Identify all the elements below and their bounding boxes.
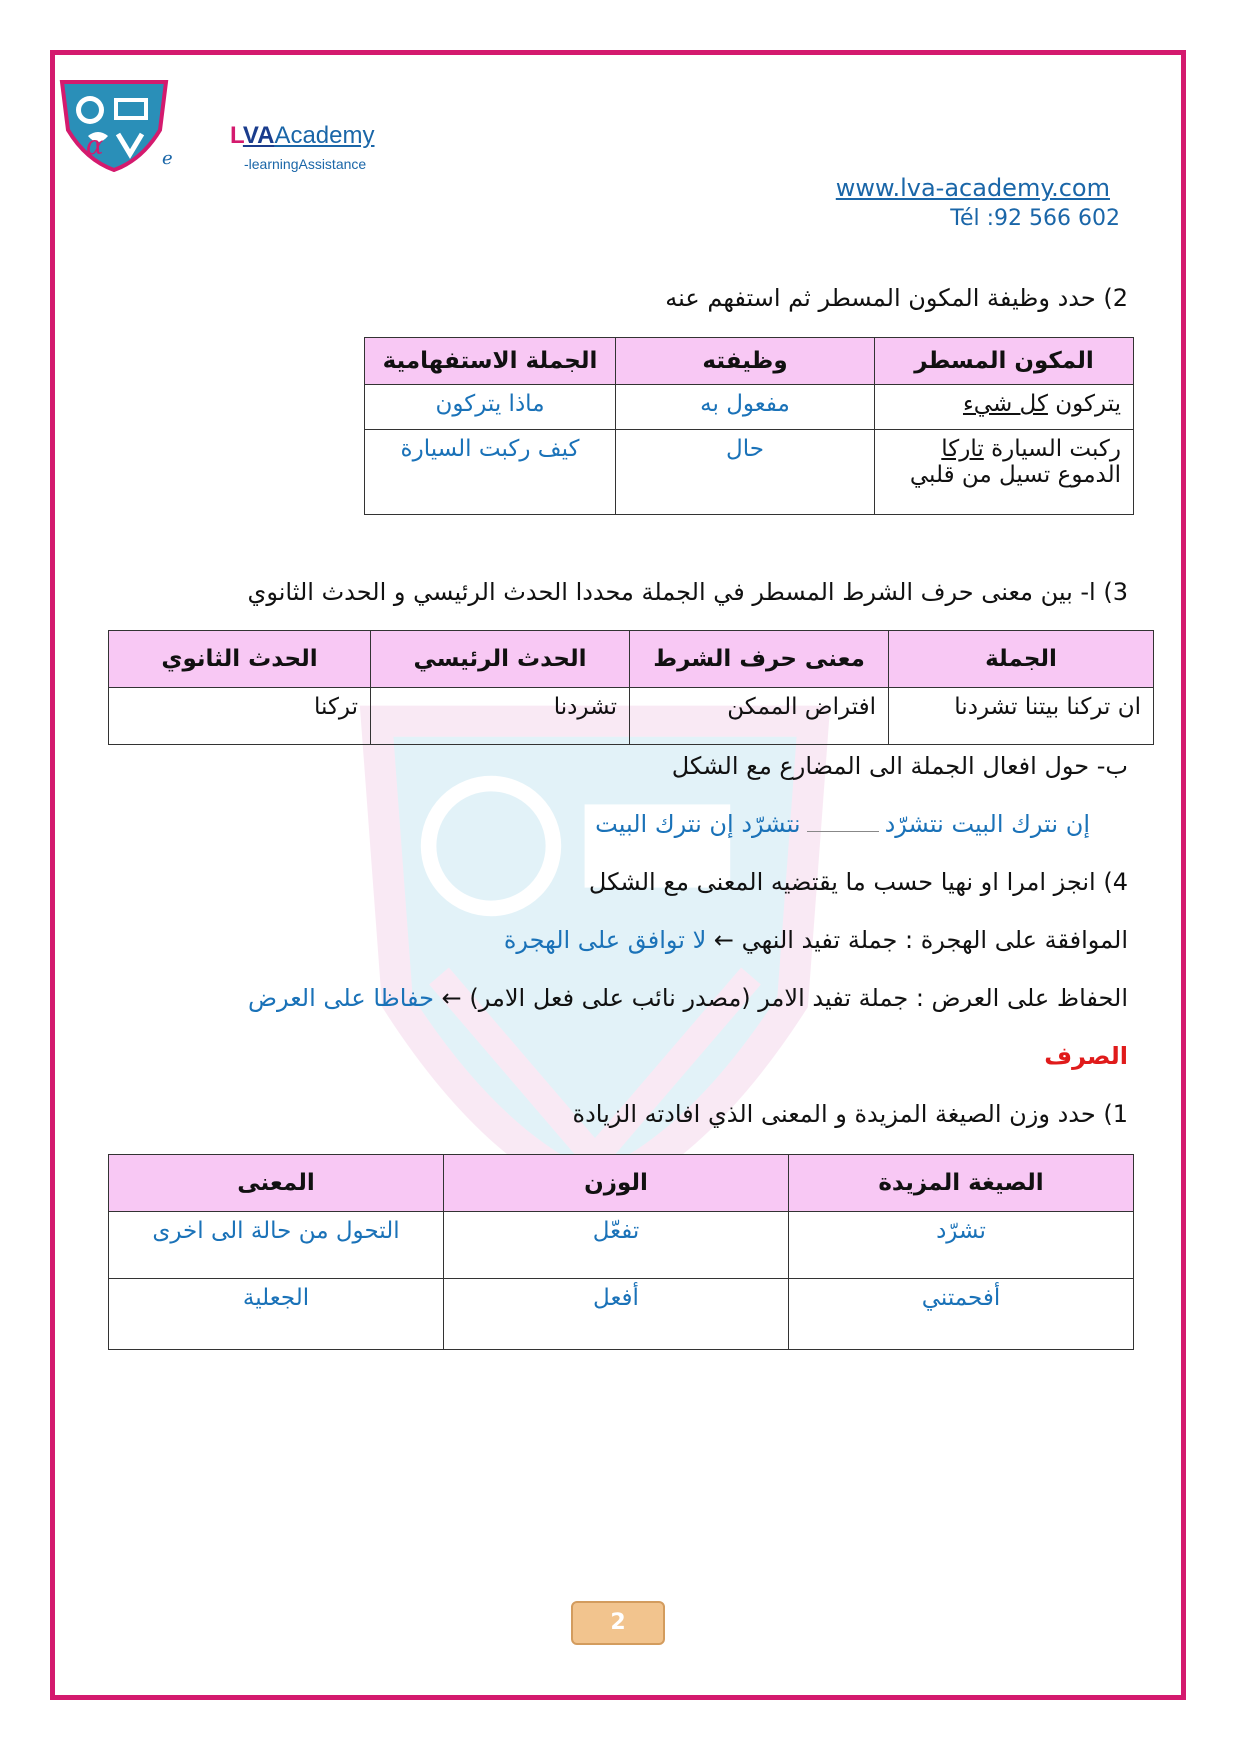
q3-cell-meaning: افتراض الممكن bbox=[630, 688, 889, 745]
sarf-row1-form: تشرّد bbox=[789, 1212, 1134, 1279]
q3-header-meaning: معنى حرف الشرط bbox=[630, 631, 889, 688]
q3-b-answer: إن نترك البيت نتشرّدنتشرّد إن نترك البيت bbox=[595, 810, 1090, 838]
sarf-row1-meaning: التحول من حالة الى اخرى bbox=[109, 1212, 444, 1279]
q2-row2-question: كيف ركبت السيارة bbox=[365, 430, 616, 515]
q3-header-secondary-event: الحدث الثانوي bbox=[109, 631, 371, 688]
page-number: 2 bbox=[571, 1601, 665, 1645]
sarf-header-form: الصيغة المزيدة bbox=[789, 1155, 1134, 1212]
sarf-title: 1) حدد وزن الصيغة المزيدة و المعنى الذي افادته الزيادة bbox=[572, 1100, 1128, 1128]
sarf-header-meaning: المعنى bbox=[109, 1155, 444, 1212]
sarf-row2-meaning: الجعلية bbox=[109, 1279, 444, 1350]
q4-title: 4) انجز امرا او نهيا حسب ما يقتضيه المعنى مع الشكل bbox=[588, 868, 1128, 896]
brand-name: LVAAcademy bbox=[230, 122, 375, 149]
q4-line2: الحفاظ على العرض : جملة تفيد الامر (مصدر نائب على فعل الامر) ← حفاظا على العرض bbox=[247, 984, 1128, 1012]
sarf-row2-pattern: أفعل bbox=[444, 1279, 789, 1350]
phone-number: Tél :92 566 602 bbox=[950, 206, 1120, 231]
sarf-table bbox=[108, 1154, 1134, 1350]
q3-header-main-event: الحدث الرئيسي bbox=[371, 631, 630, 688]
q4-line1: الموافقة على الهجرة : جملة تفيد النهي ← لا توافق على الهجرة bbox=[503, 926, 1128, 954]
q3-cell-secondary-event: تركنا bbox=[109, 688, 371, 745]
q2-row2-component: ركبت السيارة تاركا الدموع تسيل من قلبي bbox=[875, 430, 1134, 515]
sarf-heading: الصرف bbox=[1044, 1042, 1128, 1070]
q2-row2-function: حال bbox=[616, 430, 875, 515]
academy-logo bbox=[58, 78, 170, 172]
q2-row1-component: يتركون كل شيء bbox=[875, 385, 1134, 430]
brand-tagline: -learningAssistance bbox=[244, 156, 367, 172]
logo-e: e bbox=[162, 148, 173, 169]
q3-cell-main-event: تشردنا bbox=[371, 688, 630, 745]
website-link[interactable]: www.lva-academy.com bbox=[835, 174, 1110, 202]
q2-header-question: الجملة الاستفهامية bbox=[365, 338, 616, 385]
sarf-header-pattern: الوزن bbox=[444, 1155, 789, 1212]
q2-title: 2) حدد وظيفة المكون المسطر ثم استفهم عنه bbox=[665, 284, 1128, 312]
q2-header-function: وظيفته bbox=[616, 338, 875, 385]
q3-table bbox=[108, 630, 1154, 745]
sarf-row2-form: أفحمتني bbox=[789, 1279, 1134, 1350]
q3-cell-sentence: ان تركنا بيتنا تشردنا bbox=[889, 688, 1154, 745]
q2-header-component: المكون المسطر bbox=[875, 338, 1134, 385]
q2-table bbox=[364, 337, 1134, 515]
q2-row1-function: مفعول به bbox=[616, 385, 875, 430]
svg-text:α: α bbox=[86, 131, 104, 161]
q2-row1-question: ماذا يتركون bbox=[365, 385, 616, 430]
q3-b-title: ب- حول افعال الجملة الى المضارع مع الشكل bbox=[671, 752, 1128, 780]
sarf-row1-pattern: تفعّل bbox=[444, 1212, 789, 1279]
q3-header-sentence: الجملة bbox=[889, 631, 1154, 688]
q3-title: 3) ا- بين معنى حرف الشرط المسطر في الجملة محددا الحدث الرئيسي و الحدث الثانوي bbox=[247, 578, 1128, 606]
